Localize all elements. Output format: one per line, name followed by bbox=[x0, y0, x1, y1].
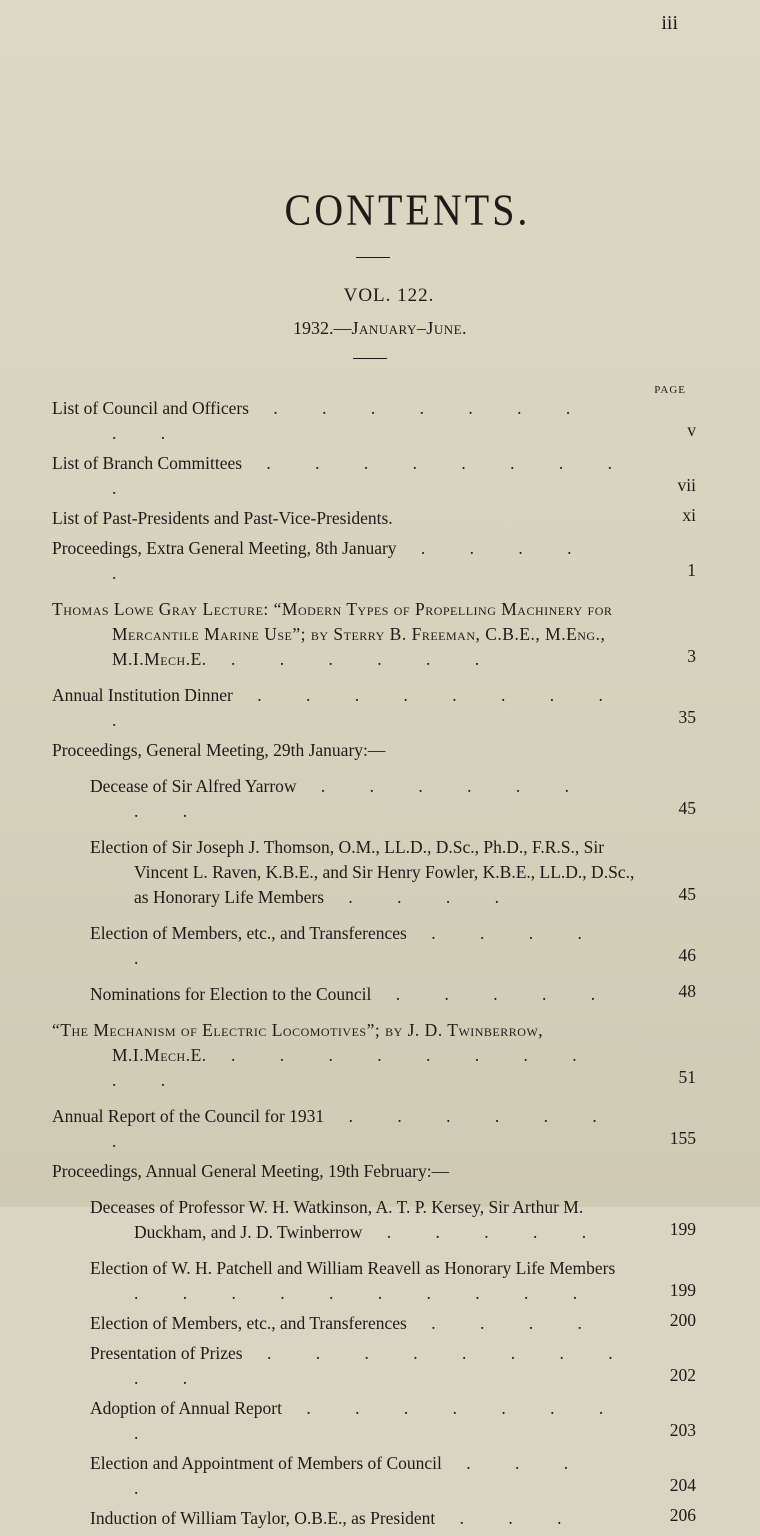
entry-page: 35 bbox=[678, 707, 696, 727]
entry-title: Presentation of Prizes bbox=[90, 1343, 243, 1363]
leader-dots: . . . . . . bbox=[206, 649, 500, 669]
entry-title: List of Past-Presidents and Past-Vice-Presidents bbox=[52, 508, 389, 528]
entry-page: 45 bbox=[678, 884, 696, 904]
period-label bbox=[0, 318, 760, 339]
toc-entry-past-presidents bbox=[52, 506, 696, 531]
entry-title: Election of Members, etc., and Transferences bbox=[90, 923, 407, 943]
entry-title: Decease of Sir Alfred Yarrow bbox=[90, 776, 297, 796]
entry-title: List of Council and Officers bbox=[52, 398, 249, 418]
entry-title: Annual Institution Dinner bbox=[52, 685, 233, 705]
leader-dots: . . . . . . . bbox=[112, 1106, 617, 1151]
entry-page: 45 bbox=[678, 798, 696, 818]
entry-page: 48 bbox=[678, 981, 696, 1001]
table-of-contents bbox=[52, 396, 696, 1536]
entry-page: 46 bbox=[678, 945, 696, 965]
toc-entry-gray-lecture bbox=[52, 597, 696, 672]
entry-page: 206 bbox=[669, 1505, 696, 1525]
entry-page: vii bbox=[677, 475, 696, 495]
entry-page: 155 bbox=[669, 1128, 696, 1148]
leader-dots: . . . . bbox=[324, 887, 520, 907]
leader-dots: . bbox=[388, 508, 413, 528]
period-rule bbox=[353, 358, 387, 359]
leader-dots: . . . . . . . . . bbox=[112, 453, 633, 498]
page-title: CONTENTS. bbox=[284, 184, 531, 235]
leader-dots: . . . bbox=[435, 1508, 582, 1528]
entry-title: Election of W. H. Patchell and William Reavell as Honorary Life Members bbox=[90, 1258, 616, 1278]
leader-dots: . . . . . bbox=[112, 538, 592, 583]
entry-title: Induction of William Taylor, O.B.E., as President bbox=[90, 1508, 436, 1528]
title-rule bbox=[356, 257, 390, 258]
page-column-header: PAGE bbox=[654, 384, 686, 396]
toc-entry-branch-committees bbox=[52, 451, 696, 501]
toc-subentry-induction bbox=[90, 1506, 696, 1531]
entry-title: Election of Members, etc., and Transferences bbox=[90, 1313, 407, 1333]
entry-title: Election and Appointment of Members of Council bbox=[90, 1453, 442, 1473]
leader-dots: . . . . . . . . bbox=[134, 776, 590, 821]
folio-page-number: iii bbox=[661, 12, 678, 34]
entry-page: 199 bbox=[669, 1280, 696, 1300]
entry-page: v bbox=[687, 420, 696, 440]
toc-subentry-yarrow bbox=[90, 774, 696, 824]
toc-entry-annual-general-meeting bbox=[52, 1159, 696, 1184]
entry-title: Nominations for Election to the Council bbox=[90, 984, 372, 1004]
leader-dots: . . . . . . . . . . bbox=[112, 1045, 597, 1090]
entry-title: Adoption of Annual Report bbox=[90, 1398, 282, 1418]
leader-dots: . . . . . . . . . . bbox=[134, 1343, 633, 1388]
volume-label: VOL. 122. bbox=[343, 285, 435, 306]
toc-subentry-prizes bbox=[90, 1341, 696, 1391]
entry-title: Thomas Lowe Gray Lecture: “Modern Types of Propelling Machinery for Mercantile Marine Use”; by Sterry B. Freeman, C.B.E., M.Eng., M.I.Mech.E. bbox=[52, 599, 613, 669]
leader-dots: . . . . . . . . . bbox=[112, 398, 591, 443]
toc-subentry-honorary-members bbox=[90, 835, 696, 910]
toc-subentry-council-election bbox=[90, 1451, 696, 1501]
toc-entry-general-meeting bbox=[52, 738, 696, 763]
entry-page: 3 bbox=[687, 646, 696, 666]
entry-title: Deceases of Professor W. H. Watkinson, A. T. P. Kersey, Sir Arthur M. Duckham, and J. D. Twinberrow bbox=[90, 1197, 584, 1242]
entry-title: List of Branch Committees bbox=[52, 453, 243, 473]
toc-entry-electric-locomotives bbox=[52, 1018, 696, 1093]
entry-page: 199 bbox=[669, 1219, 696, 1239]
entry-page: 51 bbox=[678, 1067, 696, 1087]
toc-subentry-adoption-report bbox=[90, 1396, 696, 1446]
entry-title: “The Mechanism of Electric Locomotives”; by J. D. Twinberrow, M.I.Mech.E. bbox=[52, 1020, 544, 1065]
leader-dots: . . . . . . . . bbox=[134, 1398, 624, 1443]
toc-subentry-members-transferences-2 bbox=[90, 1311, 696, 1336]
entry-page: 203 bbox=[669, 1420, 696, 1440]
entry-title: Election of Sir Joseph J. Thomson, O.M., LL.D., D.Sc., Ph.D., F.R.S., Sir Vincent L. Raven, K.B.E., and Sir Henry Fowler, K.B.E., LL.D., D.Sc., as Honorary Life Members bbox=[90, 837, 635, 907]
toc-entry-annual-report bbox=[52, 1104, 696, 1154]
entry-title: Proceedings, Annual General Meeting, 19th February:— bbox=[52, 1161, 450, 1181]
leader-dots: . . . . bbox=[134, 1453, 589, 1498]
toc-entry-council bbox=[52, 396, 696, 446]
toc-entry-dinner bbox=[52, 683, 696, 733]
entry-page: 200 bbox=[669, 1310, 696, 1330]
leader-dots: . . . . . bbox=[362, 1222, 607, 1242]
entry-page: 202 bbox=[669, 1365, 696, 1385]
entry-title: Proceedings, Extra General Meeting, 8th January bbox=[52, 538, 397, 558]
toc-subentry-nominations bbox=[90, 982, 696, 1007]
period-months: January–June. bbox=[351, 318, 468, 338]
toc-subentry-patchell-reavell bbox=[90, 1256, 696, 1306]
leader-dots: . . . . bbox=[406, 1313, 602, 1333]
leader-dots: . . . . . bbox=[371, 984, 616, 1004]
toc-subentry-members-transferences bbox=[90, 921, 696, 971]
leader-dots: . . . . . . . . . . bbox=[134, 1283, 598, 1303]
leader-dots: . . . . . . . . . bbox=[112, 685, 623, 730]
entry-title: Annual Report of the Council for 1931 bbox=[52, 1106, 325, 1126]
toc-entry-extra-general-meeting bbox=[52, 536, 696, 586]
leader-dots: . . . . . bbox=[134, 923, 602, 968]
entry-page: xi bbox=[682, 505, 696, 525]
entry-title: Proceedings, General Meeting, 29th January:— bbox=[52, 740, 386, 760]
period-year: 1932.— bbox=[292, 318, 352, 338]
toc-subentry-deceases bbox=[90, 1195, 696, 1245]
entry-page: 204 bbox=[669, 1475, 696, 1495]
entry-page: 1 bbox=[687, 560, 696, 580]
